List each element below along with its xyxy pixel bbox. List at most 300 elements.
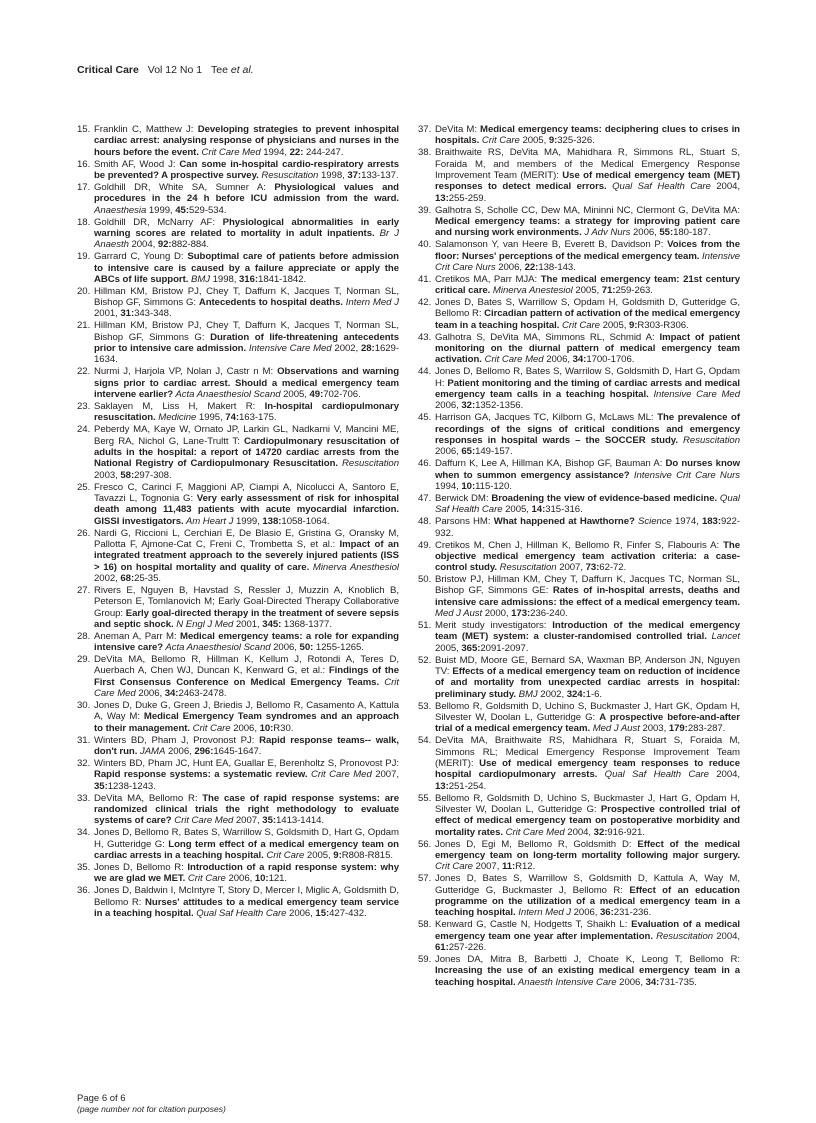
- reference-volume: 316:: [239, 273, 259, 285]
- reference-year: 2004,: [710, 181, 741, 193]
- reference-journal: N Engl J Med: [173, 618, 234, 630]
- reference-pages: 133-137.: [361, 169, 399, 181]
- reference-journal: Crit Care: [263, 849, 305, 861]
- reference-number: 33.: [77, 792, 91, 804]
- reference-title: Physiological abnormalities in early warning scores are related to mortality in adult inpatients.: [94, 216, 399, 239]
- reference-volume: 22:: [289, 146, 304, 158]
- reference-item: [77, 124, 399, 158]
- reference-journal: BMJ: [188, 273, 211, 285]
- reference-list-left: [77, 124, 399, 920]
- reference-year: 2006,: [286, 907, 316, 919]
- reference-number: 20.: [77, 285, 91, 297]
- reference-year: 2004,: [713, 930, 741, 942]
- reference-item: [77, 585, 399, 630]
- reference-item: [418, 274, 740, 297]
- reference-authors: Rivers E, Nguyen B, Havstad S, Ressler J, Muzzin A, Knoblich B, Peterson E, Tomlanovich M; Early Goal-Directed Therapy Collaborative Group:: [94, 584, 399, 619]
- reference-authors: Daffurn K, Lee A, Hillman KA, Bishop GF, Bauman A:: [435, 458, 666, 470]
- reference-authors: Saklayen M, Liss H, Makert R:: [94, 401, 265, 412]
- reference-item: [77, 251, 399, 285]
- reference-year: 2002,: [537, 688, 567, 700]
- reference-pages: 427-432.: [329, 907, 367, 919]
- reference-pages: 1238-1243.: [107, 780, 156, 792]
- reference-title: Developing strategies to prevent inhospital cardiac arrest: analysing response of physicians and nurses in the hours before the event.: [94, 124, 400, 158]
- reference-title: Evaluation of a medical emergency team one year after implementation.: [435, 919, 740, 942]
- reference-pages: 180-187.: [673, 227, 711, 239]
- reference-year: 2006,: [616, 976, 646, 988]
- reference-number: 23.: [77, 401, 91, 412]
- reference-title: What happened at Hawthorne?: [493, 516, 635, 528]
- reference-journal: Crit Care: [190, 722, 231, 734]
- reference-year: 1994,: [435, 481, 462, 492]
- reference-journal: Crit Care: [559, 319, 600, 331]
- reference-title: Impact of an integrated treatment approach to the severely injured patients (ISS > 16) on hospital mortality and quality of care.: [94, 538, 399, 573]
- reference-title: In-hospital cardiopulmonary resuscitation.: [94, 401, 399, 424]
- reference-year: 2004,: [564, 826, 594, 838]
- reference-number: 25.: [77, 481, 91, 493]
- reference-pages: 1645-1647.: [213, 746, 262, 758]
- reference-title: Increasing the use of an existing medical emergency team in a teaching hospital.: [435, 965, 740, 988]
- reference-pages: 882-884.: [171, 239, 210, 251]
- reference-pages: 283-287.: [687, 723, 726, 735]
- reference-journal: Qual Saf Health Care: [435, 492, 740, 516]
- reference-number: 56.: [418, 838, 432, 850]
- reference-year: 2006,: [435, 400, 462, 412]
- reference-authors: Harrison GA, Jacques TC, Kilborn G, McLaws ML:: [435, 412, 658, 424]
- reference-volume: 324:: [566, 688, 586, 700]
- reference-volume: 10:: [259, 722, 274, 734]
- reference-title: The case of rapid response systems: are randomized clinical trials the right methodology to evaluate systems of care?: [94, 792, 399, 827]
- volume-info: Vol 12 No 1: [147, 64, 203, 76]
- reference-authors: Smith AF, Wood J:: [94, 158, 180, 170]
- reference-authors: Hillman KM, Bristow PJ, Chey T, Daffurn K, Jacques T, Norman SL, Bishop GF, Simmons G:: [94, 320, 399, 343]
- reference-item: [77, 482, 399, 527]
- reference-volume: 365:: [461, 642, 481, 654]
- reference-year: 2006,: [495, 261, 525, 273]
- reference-item: [418, 124, 740, 147]
- journal-name: Critical Care: [77, 64, 139, 76]
- reference-volume: 32:: [593, 826, 608, 838]
- reference-authors: Kenward G, Castle N, Hodgetts T, Shaikh L:: [435, 919, 632, 931]
- reference-authors: Jones D, Bellomo R, Bates S, Warrilow S, Goldsmith D, Hart G, Opdam H:: [435, 366, 740, 389]
- reference-item: [77, 217, 399, 251]
- reference-volume: 14:: [531, 504, 546, 516]
- reference-number: 16.: [77, 158, 91, 170]
- reference-year: 2002,: [331, 343, 361, 355]
- reference-item: [77, 862, 399, 885]
- reference-pages: 916-921.: [607, 826, 645, 838]
- reference-pages: 257-226.: [448, 941, 487, 953]
- reference-title: The objective medical emergency team activation criteria: a case-control study.: [435, 539, 740, 574]
- reference-authors: Hillman KM, Bristow PJ, Chey T, Daffurn K, Jacques T, Norman SL, Bishop GF, Simmons G:: [94, 285, 399, 309]
- reference-journal: Crit Care: [435, 861, 473, 873]
- reference-journal: Resuscitation: [677, 435, 740, 447]
- reference-title: Nurses' attitudes to a medical emergency team service in a teaching hospital.: [94, 896, 399, 919]
- page-footer: [77, 1093, 226, 1115]
- reference-number: 43.: [418, 331, 432, 343]
- reference-number: 40.: [418, 239, 432, 251]
- reference-item: [77, 758, 399, 792]
- reference-authors: Jones D, Egi M, Bellomo R, Goldsmith D:: [435, 838, 638, 850]
- reference-authors: Parsons HM:: [435, 516, 494, 528]
- reference-pages: 236-240.: [530, 608, 568, 620]
- reference-title: Use of medical emergency team responses to reduce hospital cardiopulmonary arrests.: [435, 758, 740, 781]
- reference-year: 2005,: [502, 504, 532, 516]
- reference-number: 45.: [418, 412, 432, 424]
- reference-item: [418, 493, 740, 516]
- reference-pages: 251-254.: [448, 780, 487, 792]
- reference-authors: Jones DA, Mitra B, Barbetti J, Choate K, Leong T, Bellomo R:: [435, 953, 740, 965]
- reference-journal: Intensive Care Med: [648, 389, 740, 401]
- reference-journal: Resuscitation: [497, 562, 557, 574]
- reference-journal: Crit Care Med: [307, 769, 372, 781]
- reference-year: 2003,: [639, 723, 669, 735]
- reference-number: 15.: [77, 124, 91, 135]
- reference-number: 18.: [77, 216, 91, 228]
- reference-journal: Medicine: [155, 412, 197, 424]
- reference-year: 2005,: [519, 135, 549, 147]
- reference-number: 53.: [418, 700, 432, 712]
- reference-number: 31.: [77, 734, 91, 746]
- reference-item: [418, 540, 740, 574]
- reference-authors: Berwick DM:: [435, 492, 492, 504]
- reference-authors: Buist MD, Moore GE, Bernard SA, Waxman BP, Anderson JN, Nguyen TV:: [435, 654, 740, 678]
- reference-volume: 22:: [524, 261, 539, 273]
- reference-year: 2005,: [572, 285, 602, 297]
- reference-title: Observations and warning signs prior to cardiac arrest. Should a medical emergency team intervene earlier?: [94, 366, 400, 401]
- reference-pages: 255-259.: [448, 192, 487, 204]
- reference-item: [418, 239, 740, 273]
- reference-year: 2007,: [556, 562, 586, 574]
- reference-number: 55.: [418, 792, 432, 804]
- reference-authors: DeVita MA, Bellomo R, Hillman K, Kellum J, Rotondi A, Teres D, Auerbach A, Chen WJ, Duncan K, Kenward G, et al.:: [94, 654, 399, 677]
- reference-item: [418, 620, 740, 654]
- reference-pages: 121.: [268, 873, 288, 885]
- reference-title: Impact of patient monitoring on the diurnal pattern of medical emergency team activation.: [435, 331, 740, 366]
- reference-number: 54.: [418, 735, 432, 747]
- reference-journal: Resuscitation: [652, 930, 714, 942]
- reference-journal: Crit Care Med: [481, 354, 544, 366]
- reference-volume: 13:: [435, 780, 449, 792]
- reference-number: 24.: [77, 424, 91, 436]
- reference-title: Medical emergency teams: a strategy for improving patient care and nursing work environments.: [435, 215, 740, 239]
- reference-title: Circadian pattern of activation of the medical emergency team in a teaching hospital.: [435, 308, 740, 331]
- reference-authors: Jones D, Duke G, Green J, Briedis J, Bellomo R, Casamento A, Kattula A, Way M:: [94, 700, 399, 723]
- reference-year: 2005,: [435, 642, 462, 654]
- reference-volume: 28:: [360, 343, 375, 355]
- reference-pages: 1-6.: [585, 688, 603, 700]
- reference-title: Medical Emergency Team syndromes and an approach to their management.: [94, 711, 399, 734]
- reference-number: 29.: [77, 654, 91, 666]
- reference-volume: 11:: [501, 861, 516, 873]
- reference-journal: Resuscitation: [338, 458, 399, 470]
- reference-authors: Galhotra S, Scholle CC, Dew MA, Mininni NC, Clermont G, DeVita MA:: [435, 204, 740, 216]
- reference-number: 39.: [418, 204, 432, 216]
- reference-volume: 65:: [461, 446, 476, 458]
- reference-volume: 36:: [600, 907, 614, 919]
- reference-volume: 183:: [701, 516, 721, 528]
- reference-title: A prospective before-and-after trial of a medical emergency team.: [435, 712, 740, 735]
- reference-authors: Cretikos MA, Parr MJA:: [435, 273, 541, 285]
- reference-item: [77, 424, 399, 481]
- reference-authors: Fresco C, Carinci F, Maggioni AP, Ciampi A, Nicolucci A, Santoro E, Tavazzi L, Tognonia G:: [94, 481, 399, 504]
- reference-volume: 15:: [315, 907, 330, 919]
- reference-journal: Anaesth Intensive Care: [515, 976, 617, 988]
- reference-item: [77, 700, 399, 734]
- reference-pages: 1700-1706.: [586, 354, 635, 366]
- reference-journal: Crit Care Med: [198, 146, 261, 158]
- reference-title: Antecedents to hospital deaths.: [198, 297, 343, 309]
- reference-year: 1995,: [196, 412, 226, 424]
- reference-authors: Aneman A, Parr M:: [94, 630, 180, 642]
- reference-year: 1994,: [260, 146, 290, 158]
- reference-pages: 1352-1356.: [475, 400, 524, 412]
- reference-item: [418, 735, 740, 792]
- reference-number: 38.: [418, 147, 432, 159]
- reference-year: 2007,: [472, 861, 502, 873]
- reference-authors: Winters BD, Pham JC, Hunt EA, Guallar E, Berenholtz S, Pronovost PJ:: [94, 758, 399, 769]
- reference-pages: 149-157.: [475, 446, 513, 458]
- reference-volume: 9:: [548, 135, 558, 147]
- reference-item: [77, 793, 399, 827]
- reference-item: [77, 885, 399, 919]
- reference-number: 41.: [418, 273, 432, 285]
- reference-item: [77, 182, 399, 216]
- reference-title: Medical emergency teams: deciphering clues to crises in hospitals.: [435, 124, 740, 147]
- reference-journal: Acta Anaesthesiol Scand: [163, 642, 271, 654]
- reference-year: 2003,: [94, 469, 121, 481]
- reference-item: [418, 873, 740, 918]
- reference-authors: Peberdy MA, Kaye W, Ornato JP, Larkin GL, Nadkarni V, Mancini ME, Berg RA, Nichol G, Lane-Trultt T:: [94, 424, 399, 447]
- reference-volume: 173:: [511, 608, 531, 620]
- reference-item: [77, 320, 399, 365]
- reference-title: Voices from the floor: Nurses' perceptions of the medical emergency team.: [435, 239, 740, 262]
- reference-volume: 138:: [262, 515, 282, 527]
- reference-journal: Intern Med J: [342, 297, 399, 309]
- reference-year: 1998,: [210, 273, 240, 285]
- reference-item: [77, 401, 399, 424]
- reference-journal: Qual Saf Health Care: [606, 181, 711, 193]
- reference-title: Physiological values and procedures in the 24 h before ICU admission from the ward.: [94, 181, 399, 205]
- reference-number: 34.: [77, 827, 91, 839]
- reference-authors: Winters BD, Pham J, Provonost PJ:: [94, 734, 260, 746]
- reference-item: [418, 919, 740, 953]
- reference-year: 2005,: [599, 319, 629, 331]
- reference-item: [418, 458, 740, 492]
- reference-pages: 343-348.: [134, 308, 172, 320]
- reference-title: Rapid response systems: a systematic review.: [94, 769, 308, 781]
- reference-item: [77, 366, 399, 400]
- reference-title: Cardiopulmonary resuscitation of adults in the hospital: a report of 14720 cardiac arrests from the National Registry of Cardiopulmonary Resuscitation.: [94, 435, 399, 470]
- reference-number: 44.: [418, 366, 432, 378]
- reference-volume: 49:: [309, 389, 324, 401]
- reference-item: [418, 701, 740, 735]
- reference-year: 2001,: [233, 618, 263, 630]
- reference-journal: Science: [634, 516, 672, 528]
- reference-volume: 32:: [461, 400, 476, 412]
- reference-journal: Qual Saf Health Care: [597, 769, 709, 781]
- reference-number: 36.: [77, 885, 91, 897]
- reference-item: [418, 332, 740, 366]
- reference-title: Rates of in-hospital arrests, deaths and intensive care admissions: the effect of a medical emergency team.: [435, 585, 740, 608]
- reference-journal: BMJ: [516, 688, 538, 700]
- reference-journal: Intern Med J: [515, 907, 572, 919]
- reference-title: Effect of an education programme on the utilization of a medical emergency team in a teaching hospital.: [435, 884, 740, 919]
- reference-title: Medical emergency teams: a role for expanding intensive care?: [94, 630, 399, 654]
- reference-volume: 9:: [333, 849, 342, 861]
- reference-title: Effect of the medical emergency team on long-term mortality following major surgery.: [435, 838, 740, 861]
- reference-year: 2006,: [270, 642, 300, 654]
- reference-title: Use of medical emergency team (MET) responses to detect medical errors.: [435, 169, 740, 193]
- reference-item: [77, 528, 399, 585]
- reference-volume: 31:: [120, 308, 135, 320]
- reference-volume: 55:: [659, 227, 674, 239]
- reference-item: [77, 631, 399, 654]
- reference-pages: 1629-1634.: [94, 343, 399, 366]
- reference-year: 2005,: [304, 849, 334, 861]
- reference-pages: 25-35.: [134, 572, 161, 584]
- reference-pages: R30.: [273, 722, 294, 734]
- reference-volume: 73:: [585, 562, 600, 574]
- reference-journal: Minerva Anesthesiol: [309, 561, 400, 573]
- reference-journal: Med J Aust: [435, 608, 483, 620]
- reference-number: 32.: [77, 758, 91, 769]
- reference-item: [418, 954, 740, 988]
- reference-volume: 35:: [94, 780, 108, 792]
- reference-number: 37.: [418, 124, 432, 135]
- reference-authors: Bellomo R, Goldsmith D, Uchino S, Buckmaster J, Hart GK, Opdam H, Silvester W, Doolan L, Gutteridge G:: [435, 700, 740, 724]
- reference-item: [418, 516, 740, 539]
- reference-journal: Qual Saf Health Care: [193, 907, 287, 919]
- reference-authors: Jones D, Bellomo R:: [94, 861, 188, 873]
- reference-item: [77, 827, 399, 861]
- reference-year: 2001,: [94, 308, 121, 320]
- reference-number: 50.: [418, 574, 432, 586]
- reference-pages: 115-120.: [475, 481, 512, 492]
- reference-year: 2006,: [135, 688, 165, 700]
- reference-volume: 45:: [175, 204, 189, 216]
- reference-volume: 74:: [225, 412, 240, 424]
- reference-pages: 702-706.: [323, 389, 361, 401]
- reference-authors: DeVita MA, Braithwaite RS, Mahidhara R, Stuart S, Foraida M, Simmons RL; Medical Emergency Response Improvement Team (MERIT):: [435, 735, 740, 769]
- reference-pages: 138-143.: [538, 261, 576, 273]
- reference-title: Effects of a medical emergency team on reduction of incidence of and mortality from unexpected cardiac arrests in hospital: preliminary study.: [435, 666, 741, 700]
- reference-volume: 345:: [262, 618, 282, 630]
- citation-note: (page number not for citation purposes): [77, 1104, 226, 1114]
- reference-number: 21.: [77, 320, 91, 332]
- reference-authors: Jones D, Bellomo R, Bates S, Warrillow S, Goldsmith D, Hart G, Opdam H, Gutteridge G:: [94, 827, 399, 850]
- reference-pages: 244-247.: [303, 146, 344, 158]
- reference-year: 2006,: [543, 354, 573, 366]
- reference-authors: Bellomo R, Goldsmith D, Uchino S, Buckmaster J, Hart G, Opdam H, Silvester W, Doolan L, Gutteridge G:: [435, 792, 740, 815]
- reference-item: [77, 735, 399, 758]
- reference-volume: 10:: [254, 873, 269, 885]
- reference-authors: Franklin C, Matthew J:: [94, 124, 198, 135]
- reference-authors: Merit study investigators:: [435, 620, 553, 632]
- reference-volume: 34:: [164, 688, 179, 700]
- reference-pages: 1841-1842.: [258, 273, 307, 285]
- reference-journal: Crit Care Med: [502, 826, 565, 838]
- reference-year: 2006,: [571, 907, 601, 919]
- reference-number: 30.: [77, 700, 91, 712]
- reference-number: 19.: [77, 251, 91, 263]
- reference-journal: Crit Care: [479, 135, 520, 147]
- reference-item: [418, 574, 740, 619]
- reference-journal: Crit Care: [185, 873, 226, 885]
- reference-number: 59.: [418, 953, 432, 965]
- reference-authors: DeVita M:: [435, 124, 480, 135]
- reference-volume: 58:: [120, 469, 135, 481]
- reference-title: The prevalence of recordings of the signs of critical conditions and emergency responses in hospital wards – the SOCCER study.: [435, 412, 740, 447]
- reference-volume: 61:: [435, 941, 449, 953]
- reference-journal: Crit Care Med: [171, 815, 234, 827]
- reference-year: 1999,: [146, 204, 176, 216]
- reference-number: 28.: [77, 630, 91, 642]
- reference-item: [77, 654, 399, 699]
- reference-volume: 179:: [668, 723, 688, 735]
- reference-volume: 37:: [347, 169, 362, 181]
- reference-year: 2006,: [435, 446, 462, 458]
- reference-authors: Garrard C, Young D:: [94, 251, 188, 263]
- reference-journal: Intensive Crit Care Nurs: [435, 250, 740, 273]
- reference-title: Introduction of a rapid response system: why we are glad we MET.: [94, 861, 399, 885]
- reference-authors: Jones D, Baldwin I, McIntyre T, Story D, Mercer I, Miglic A, Goldsmith D, Bellomo R:: [94, 885, 399, 908]
- reference-authors: Goldhill DR, White SA, Sumner A:: [94, 181, 275, 193]
- reference-pages: 922-932.: [435, 516, 740, 539]
- reference-year: 2004,: [128, 239, 158, 251]
- reference-year: 2006,: [630, 227, 660, 239]
- reference-year: 2006,: [225, 873, 255, 885]
- reference-year: 2002,: [94, 572, 121, 584]
- reference-journal: Lancet: [706, 631, 740, 643]
- reference-title: Do nurses know when to summon emergency assistance?: [435, 458, 740, 481]
- header-authors: Tee: [211, 64, 228, 76]
- reference-item: [418, 839, 740, 873]
- reference-title: Prospective controlled trial of effect of medical emergency team on postoperative morbidity and mortality rates.: [435, 803, 741, 838]
- reference-number: 47.: [418, 492, 432, 504]
- reference-year: 2007,: [233, 815, 263, 827]
- reference-authors: Nardi G, Riccioni L, Cerchiari E, De Blasio E, Gristina G, Oransky M, Pallotta F, Ajmone-Cat C, Freni C, Trombetta S, et al.:: [94, 527, 399, 550]
- reference-pages: R303-R306.: [637, 319, 689, 331]
- reference-pages: 163-175.: [239, 412, 277, 424]
- reference-item: [418, 297, 740, 331]
- reference-pages: 1368-1377.: [281, 618, 332, 630]
- reference-number: 52.: [418, 654, 432, 666]
- reference-year: 2005,: [280, 389, 310, 401]
- reference-number: 17.: [77, 181, 91, 193]
- reference-title: Duration of life-threatening antecedents prior to intensive care admission.: [94, 331, 399, 355]
- reference-item: [77, 159, 399, 182]
- reference-volume: 10:: [461, 481, 476, 492]
- reference-authors: Jones D, Bates S, Warrillow S, Goldsmith D, Kattula A, Way M, Gutteridge G, Buckmaster J, Bellomo R:: [435, 873, 740, 896]
- reference-journal: Med J Aust: [590, 723, 640, 735]
- reference-journal: Intensive Crit Care Nurs: [629, 469, 740, 481]
- reference-pages: 315-316.: [545, 504, 583, 516]
- reference-title: The medical emergency team: 21st century critical care.: [435, 273, 740, 297]
- reference-title: Early goal-directed therapy in the treatment of severe sepsis and septic shock.: [94, 607, 399, 630]
- running-header: [77, 64, 254, 76]
- reference-pages: 1413-1414.: [276, 815, 325, 827]
- reference-authors: Braithwaite RS, DeVita MA, Mahidhara R, Simmons RL, Stuart S, Foraida M, and members of the Medical Emergency Response Improvement Team (MERIT):: [435, 147, 740, 181]
- reference-volume: 9:: [628, 319, 638, 331]
- reference-volume: 71:: [601, 285, 616, 297]
- reference-pages: 231-236.: [613, 907, 652, 919]
- reference-journal: Intensive Care Med: [246, 343, 332, 355]
- reference-year: 2004,: [708, 769, 741, 781]
- reference-authors: Jones D, Bates S, Warrillow S, Opdam H, Goldsmith D, Gutteridge G, Bellomo R:: [435, 297, 740, 320]
- reference-number: 58.: [418, 919, 432, 931]
- reference-item: [418, 366, 740, 411]
- reference-title: Very early assessment of risk for inhospital death among 11,483 patients with acute myocardial infarction. GISSI investigators.: [94, 492, 400, 527]
